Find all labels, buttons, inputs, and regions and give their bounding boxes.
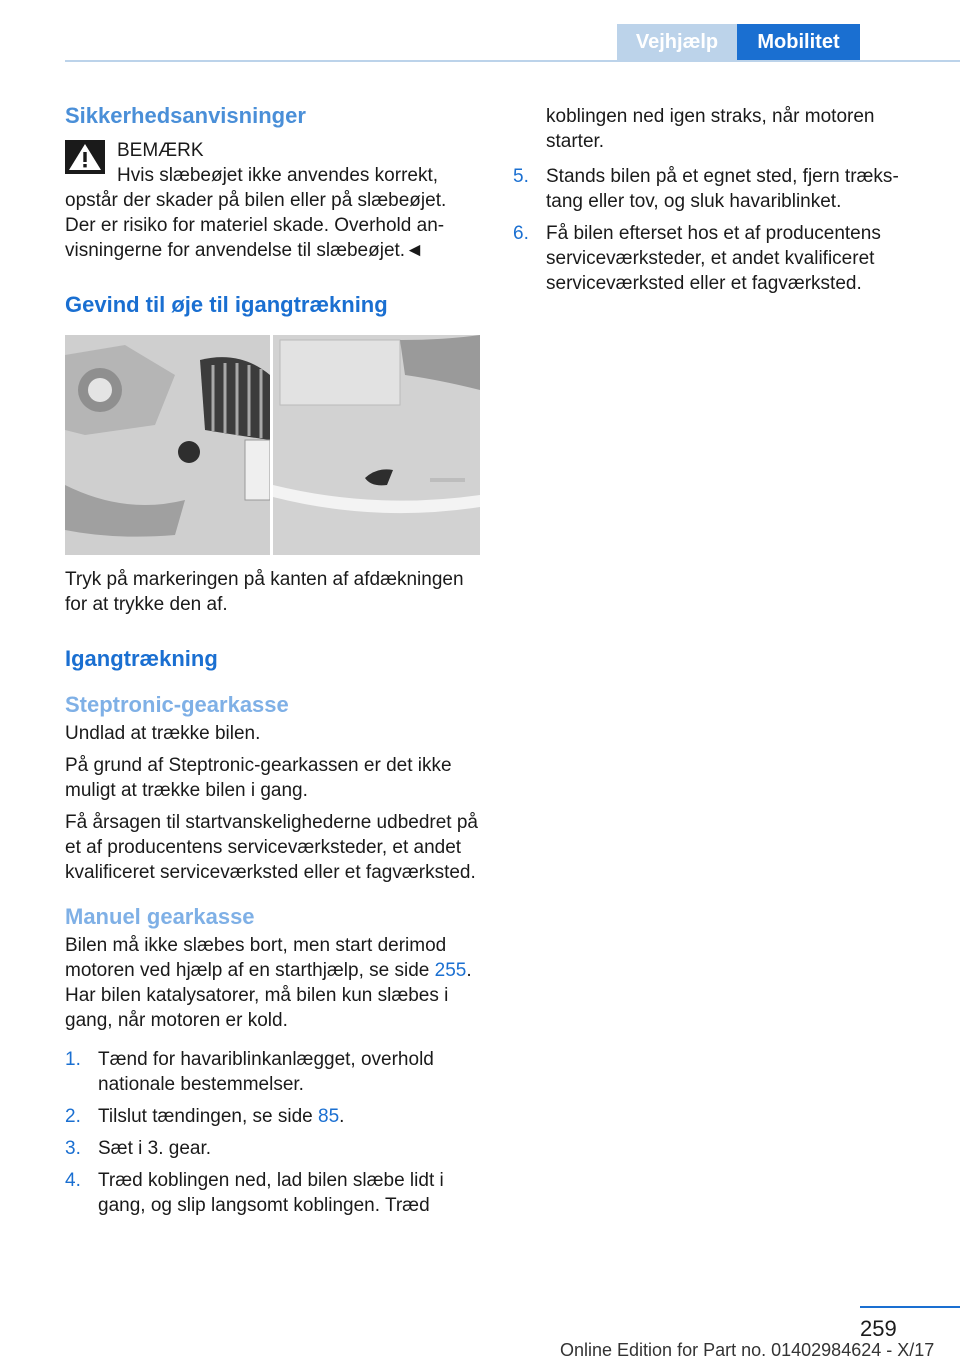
right-column — [513, 104, 923, 303]
step-text: Træd koblingen ned, lad bilen slæbe lidt i gang, og slip langsomt koblingen. Træd — [98, 1170, 444, 1216]
warning-title: BEMÆRK — [117, 140, 204, 161]
heading-thread: Gevind til øje til igangtrækning — [65, 292, 388, 317]
heading-safety: Sikkerhedsanvisninger — [65, 103, 306, 128]
manual-p1 — [65, 933, 480, 1033]
warning-block — [65, 138, 480, 188]
list-item — [513, 164, 923, 214]
tow-eye-cover-photo — [65, 335, 480, 555]
step-text: Tænd for havariblinkanlægget, overhold nationale bestemmelser. — [98, 1049, 434, 1095]
heading-tow-start: Igangtrækning — [65, 646, 218, 671]
edition-footer: Online Edition for Part no. 01402984624 - X/17 — [560, 1340, 935, 1360]
heading-manual: Manuel gearkasse — [65, 904, 255, 929]
list-item — [65, 1047, 480, 1097]
step-text: Få bilen efterset hos et af producentens serviceværksteder, et andet kvalificeret serviceværksted eller et fagværksted. — [546, 223, 881, 294]
list-item — [65, 1104, 480, 1129]
step-number: 6. — [513, 223, 529, 244]
step-number: 1. — [65, 1049, 81, 1070]
tab-vejhjaelp[interactable]: Vejhjælp — [617, 24, 737, 60]
step-text-end: . — [339, 1106, 345, 1127]
manual-steps-list — [65, 1047, 480, 1218]
tab-mobilitet[interactable]: Mobilitet — [737, 24, 860, 60]
footer-rule — [860, 1306, 960, 1308]
step-number: 3. — [65, 1138, 81, 1159]
header-rule — [65, 60, 960, 62]
warning-triangle-icon — [65, 140, 105, 174]
list-item — [513, 221, 923, 296]
manual-p1-text-b: . Har bilen katalysatorer, må bilen kun slæbes i gang, når motoren er kold. — [65, 960, 472, 1031]
continued-text: koblingen ned igen straks, når motoren starter. — [546, 106, 875, 152]
page-link-85[interactable]: 85 — [318, 1106, 340, 1127]
step-number: 2. — [65, 1106, 81, 1127]
left-column — [65, 100, 480, 1225]
steptronic-p2: På grund af Steptronic-gearkassen er det ikke muligt at trække bilen i gang. — [65, 755, 452, 801]
continued-steps-list — [513, 164, 923, 296]
step-number: 4. — [65, 1170, 81, 1191]
warning-first-line — [65, 163, 480, 188]
step-text: Tilslut tændingen, se side — [98, 1106, 319, 1127]
page-link-255[interactable]: 255 — [434, 960, 467, 981]
cover-instruction: Tryk på markeringen på kanten af afdækningen for at trykke den af. — [65, 569, 464, 615]
steptronic-p3: Få årsagen til startvanskelighederne udbedret på et af producentens serviceværksteder, et andet kvalificeret serviceværksted eller et fagværksted. — [65, 812, 478, 883]
step-text: Stands bilen på et egnet sted, fjern trækstang eller tov, og sluk havariblinket. — [546, 166, 899, 212]
list-item — [65, 1136, 480, 1161]
warning-text: Hvis slæbeøjet ikke anvendes korrekt, opstår der skader på bilen eller på slæbeøjet. Der er risiko for materiel skade. Overhold anvisningerne for anvendelse til slæbeøjet.◄ — [65, 165, 447, 261]
heading-steptronic: Steptronic-gearkasse — [65, 692, 289, 717]
manual-p1-text-a: Bilen må ikke slæbes bort, men start derimod motoren ved hjælp af en starthjælp, se side — [65, 935, 447, 981]
step-text: Sæt i 3. gear. — [98, 1138, 212, 1159]
page-number: 259 — [860, 1316, 897, 1341]
steptronic-p1: Undlad at trække bilen. — [65, 723, 261, 744]
step-number: 5. — [513, 166, 529, 187]
list-item — [65, 1168, 480, 1218]
